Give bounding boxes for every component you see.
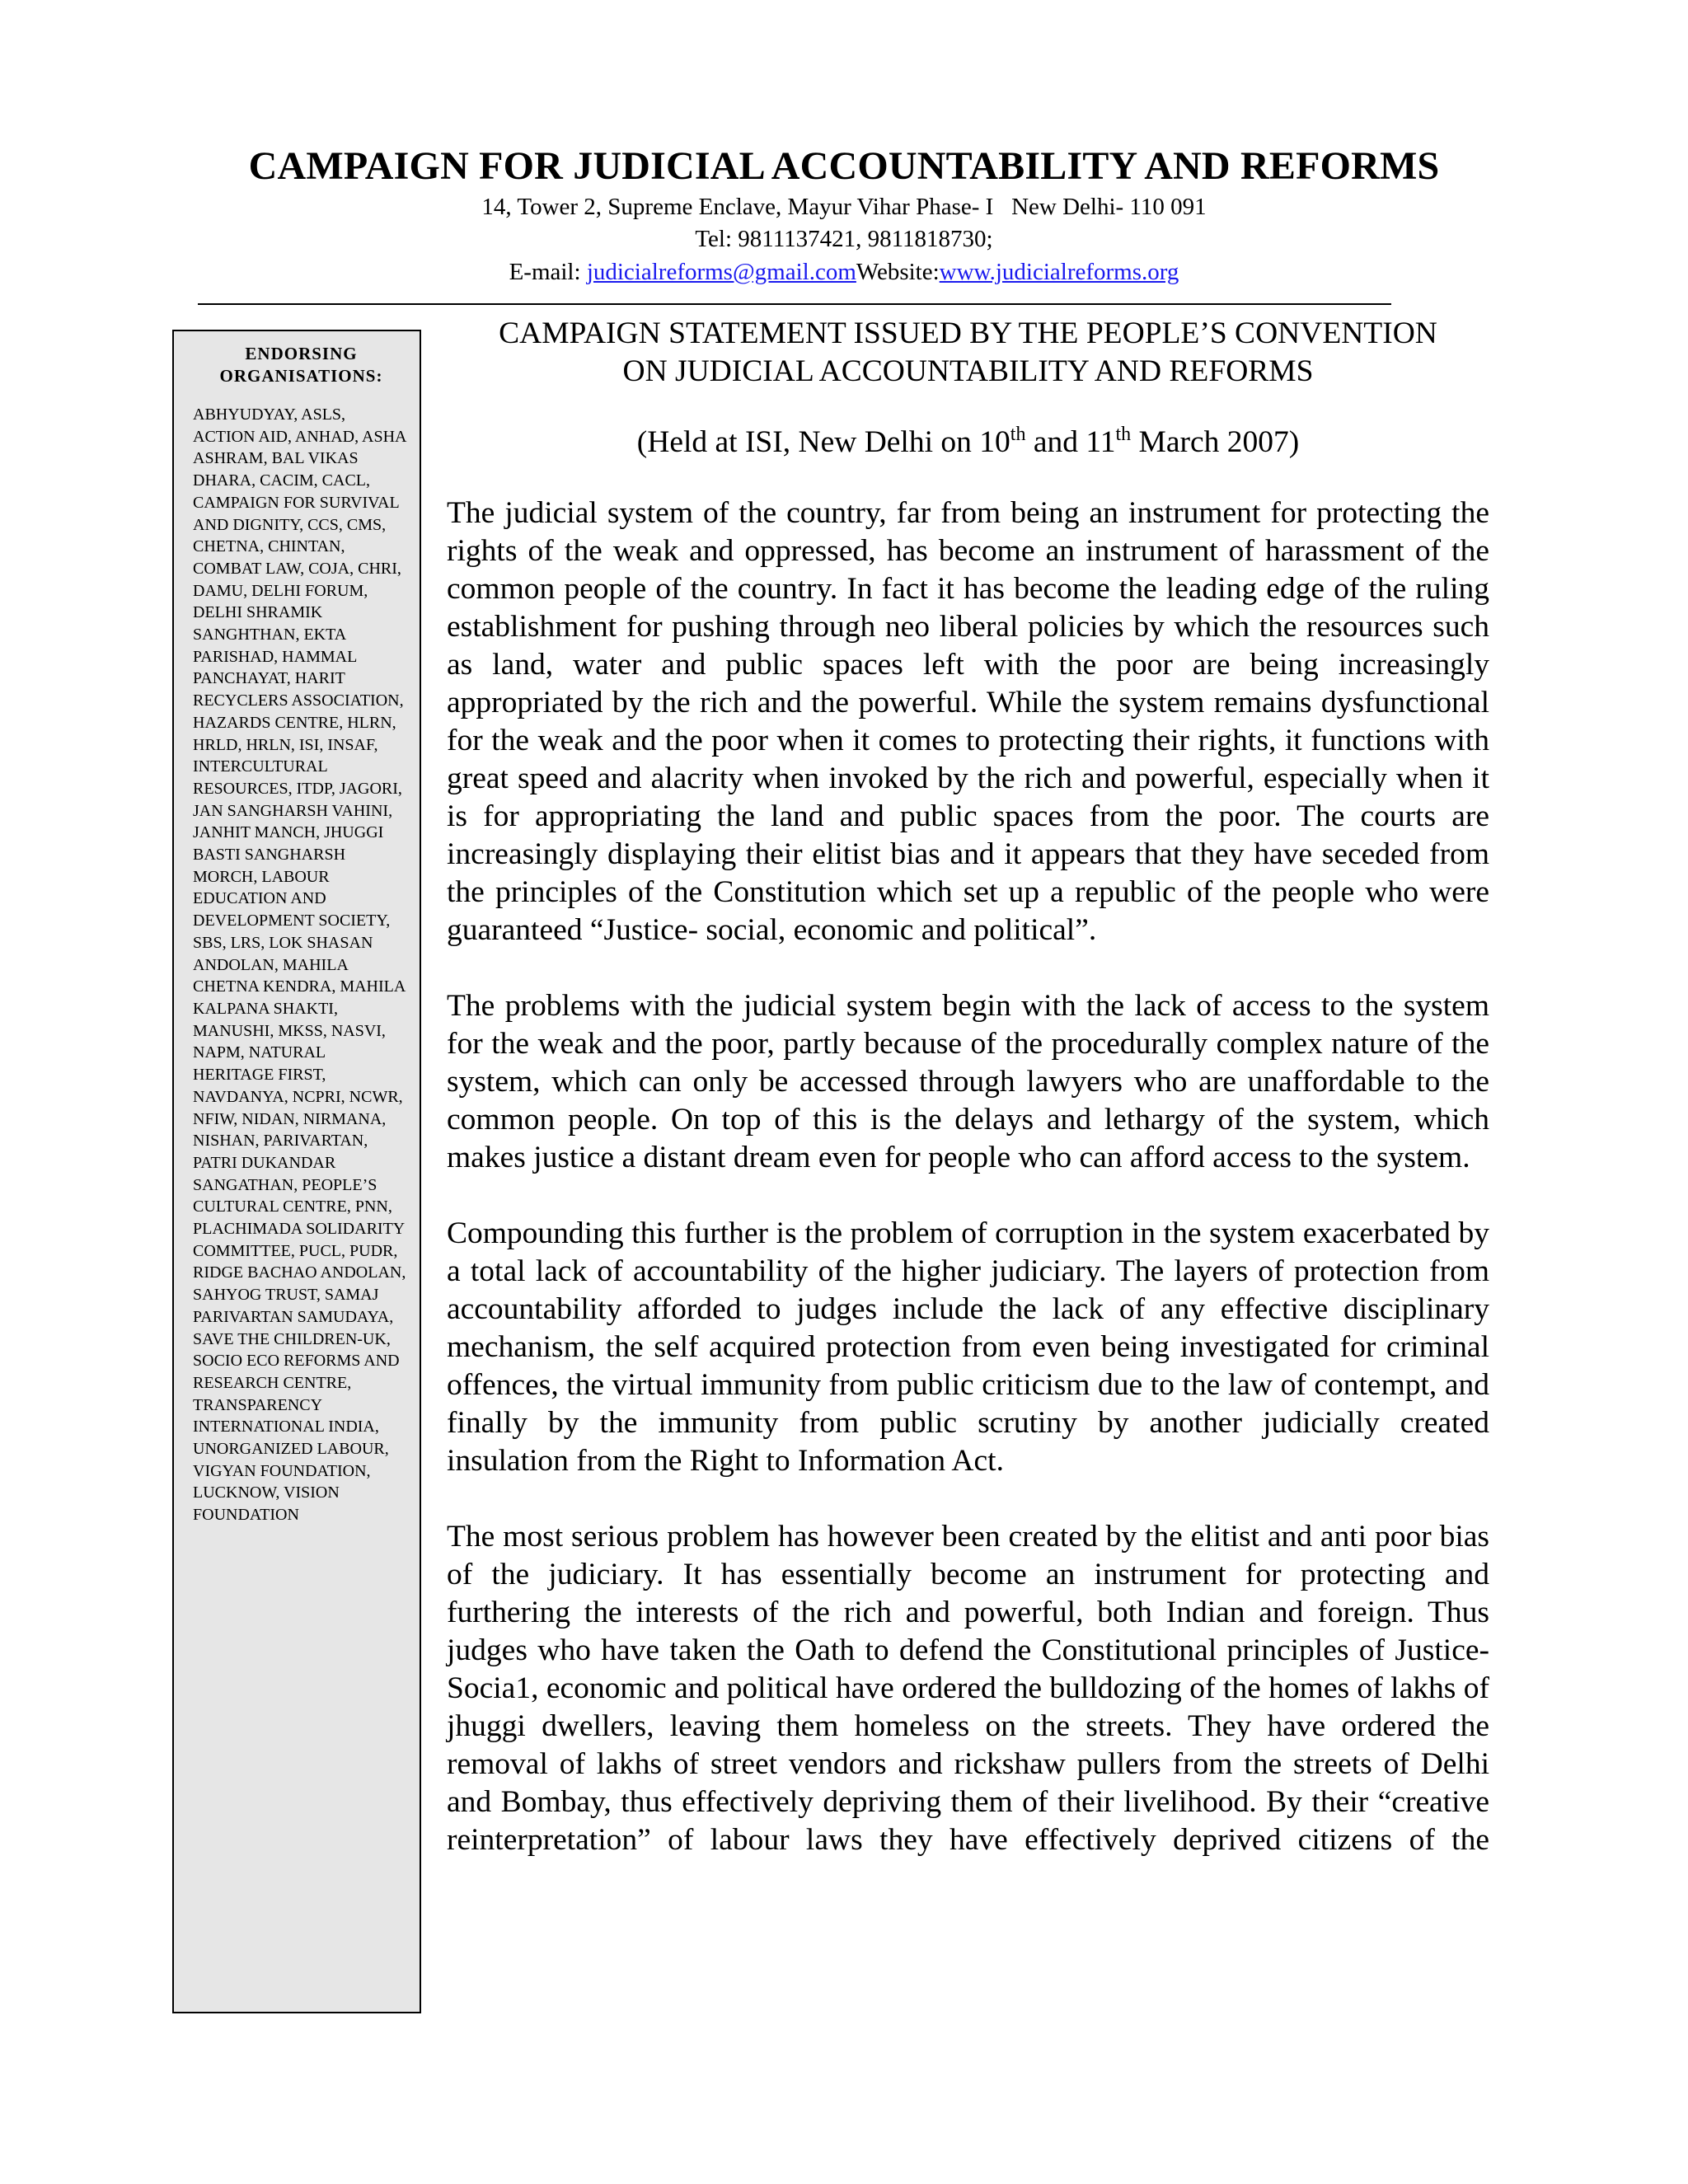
organisation-telephone: Tel: 9811137421, 9811818730; (695, 226, 993, 252)
paragraph-3: Compounding this further is the problem of corruption in the system exacerbated by a total lack of accountability of the higher judiciary. The layers of protection from accountability afforded to judges include the lack of any effective disciplinary mechanism, the self acquired protection from even being investigated for criminal offences, the virtual immunity from public criticism due to the law of contempt, and finally by the immunity from public scrutiny by another judicially created insulation from the Right to Information Act. (447, 1216, 1489, 1478)
statement-title-line-1: CAMPAIGN STATEMENT ISSUED BY THE PEOPLE’S CONVENTION (499, 316, 1437, 350)
endorsing-organisations-list: ABHYUDYAY, ASLS, ACTION AID, ANHAD, ASHA ASHRAM, BAL VIKAS DHARA, CACIM, CACL, CAMPAIGN FOR SURVIVAL AND DIGNITY, CCS, CMS, CHETNA, CHINTAN, COMBAT LAW, COJA, CHRI, DAMU, DELHI FORUM, DELHI SHRAMIK SANGHTHAN, EKTA PARISHAD, HAMMAL PANCHAYAT, HARIT RECYCLERS ASSOCIATION, HAZARDS CENTRE, HLRN, HRLD, HRLN, ISI, INSAF, INTERCULTURAL RESOURCES, ITDP, JAGORI, JAN SANGHARSH VAHINI, JANHIT MANCH, JHUGGI BASTI SANGHARSH MORCH, LABOUR EDUCATION AND DEVELOPMENT SOCIETY, SBS, LRS, LOK SHASAN ANDOLAN, MAHILA CHETNA KENDRA, MAHILA KALPANA SHAKTI, MANUSHI, MKSS, NASVI, NAPM, NATURAL HERITAGE FIRST, NAVDANYA, NCPRI, NCWR, NFIW, NIDAN, NIRMANA, NISHAN, PARIVARTAN, PATRI DUKANDAR SANGATHAN, PEOPLE’S CULTURAL CENTRE, PNN, PLACHIMADA SOLIDARITY COMMITTEE, PUCL, PUDR, RIDGE BACHAO ANDOLAN, SAHYOG TRUST, SAMAJ PARIVARTAN SAMUDAYA, SAVE THE CHILDREN-UK, SOCIO ECO REFORMS AND RESEARCH CENTRE, TRANSPARENCY INTERNATIONAL INDIA, UNORGANIZED LABOUR, VIGYAN FOUNDATION, LUCKNOW, VISION FOUNDATION (193, 405, 406, 1525)
email-label: E-mail: (509, 259, 587, 285)
paragraph-1: The judicial system of the country, far from being an instrument for protecting the rights of the weak and oppressed, has become an instrument of harassment of the common people of the country. In fact it has become the leading edge of the ruling establishment for pushing through neo liberal policies by which the resources such as land, water and public spaces left with the poor are being increasingly appropriated by the rich and the powerful. While the system remains dysfunctional for the weak and the poor when it comes to protecting their rights, it functions with great speed and alacrity when invoked by the rich and powerful, especially when it is for appropriating the land and public spaces from the poor. The courts are increasingly displaying their elitist bias and it appears that they have seceded from the principles of the Constitution which set up a republic of the people who were guaranteed “Justice- social, economic and political”. (447, 496, 1489, 947)
paragraph-2: The problems with the judicial system begin with the lack of access to the system for the weak and the poor, partly because of the procedurally complex nature of the system, which can only be accessed through lawyers who are unaffordable to the common people. On top of this is the delays and lethargy of the system, which makes justice a distant dream even for people who can afford access to the system. (447, 989, 1489, 1174)
held-prefix: (Held at ISI, New Delhi on 10 (636, 425, 1010, 459)
statement-title (447, 315, 1489, 391)
held-suffix: March 2007) (1131, 425, 1300, 459)
convention-date-line (447, 424, 1489, 462)
website-link[interactable]: www.judicialreforms.org (939, 259, 1179, 285)
website-label: Website: (856, 259, 940, 285)
organisation-title: CAMPAIGN FOR JUDICIAL ACCOUNTABILITY AND REFORMS (248, 144, 1440, 188)
endorsing-organisations-box (172, 330, 421, 2013)
header-divider (198, 303, 1391, 305)
campaign-statement (447, 315, 1489, 1891)
statement-title-line-2: ON JUDICIAL ACCOUNTABILITY AND REFORMS (622, 354, 1314, 388)
organisation-contact-line (0, 255, 1688, 288)
paragraph-4: The most serious problem has however been created by the elitist and anti poor bias of the judiciary. It has essentially become an instrument for protecting and furthering the interests of the rich and powerful, both Indian and foreign. Thus judges who have taken the Oath to defend the Constitutional principles of Justice-Socia1, economic and political have ordered the bulldozing of the homes of lakhs of jhuggi dwellers, leaving them homeless on the streets. They have ordered the removal of lakhs of street vendors and rickshaw pullers from the streets of Delhi and Bombay, thus effectively depriving them of their livelihood. By their “creative reinterpretation” of labour laws they have effectively deprived citizens of the (447, 1520, 1489, 1857)
endorsing-organisations-title: ENDORSING ORGANISATIONS: (219, 344, 383, 386)
held-middle: and 11 (1025, 425, 1116, 459)
organisation-address: 14, Tower 2, Supreme Enclave, Mayur Vihar Phase- I New Delhi- 110 091 (481, 194, 1207, 220)
letterhead (0, 142, 1688, 288)
held-superscript-1: th (1010, 424, 1026, 445)
email-link[interactable]: judicialreforms@gmail.com (586, 259, 856, 285)
held-superscript-2: th (1115, 424, 1132, 445)
